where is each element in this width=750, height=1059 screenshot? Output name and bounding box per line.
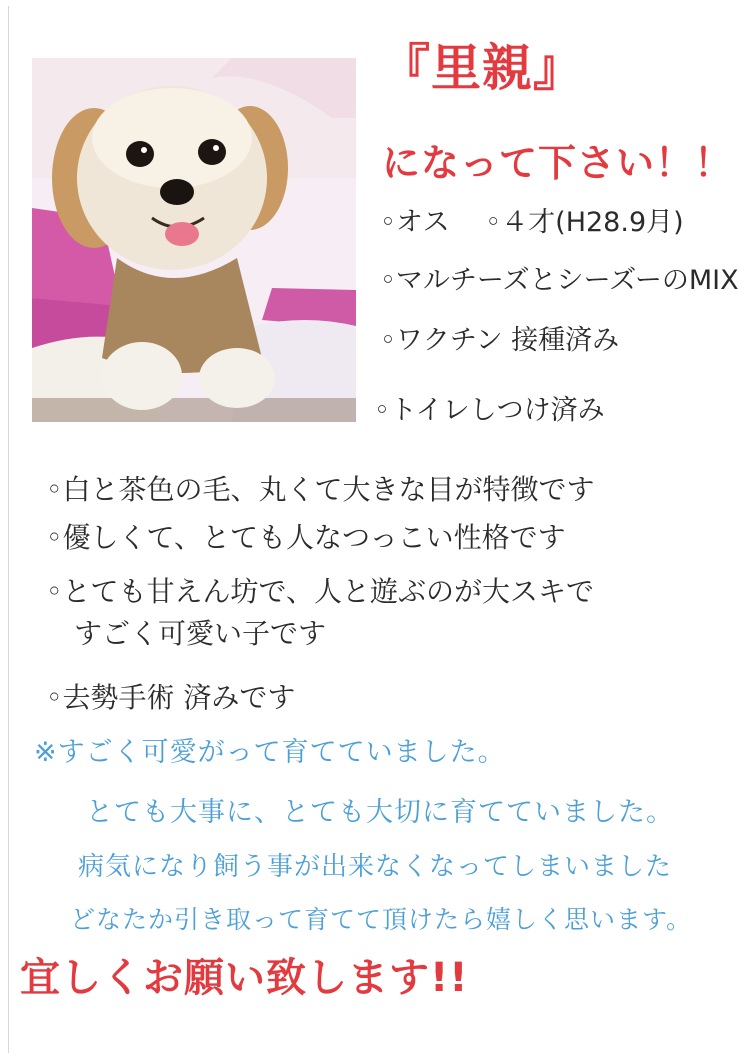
note-line-2: とても大事に、とても大切に育てていました。 [86,797,674,828]
feature-appearance: ◦白と茶色の毛、丸くて大きな目が特徴です [46,473,595,506]
feature-affectionate: ◦とても甘えん坊で、人と遊ぶのが大スキで [46,575,594,608]
note-line-4: どなたか引き取って育てて頂けたら嬉しく思います。 [70,905,693,934]
fact-breed: ◦マルチーズとシーズーのMIX [380,265,739,296]
dog-photo [32,58,356,422]
dog-illustration [32,58,356,422]
page-subtitle: になって下さい！！ [382,141,734,185]
page-title: 『里親』 [380,39,584,97]
feature-neutered: ◦去勢手術 済みです [46,681,296,714]
feature-personality: ◦優しくて、とても人なつっこい性格です [46,521,566,554]
closing-message: 宜しくお願い致します!! [20,955,469,1001]
note-line-1: ※すごく可愛がって育てていました。 [34,737,506,768]
fact-vaccine: ◦ワクチン 接種済み [380,325,620,356]
feature-cute: すごく可愛い子です [46,617,327,650]
fact-sex-age: ◦オス ◦４才(H28.9月) [380,207,684,238]
note-line-3: 病気になり飼う事が出来なくなってしまいました [78,852,673,882]
fact-toilet-training: ◦トイレしつけ済み [374,395,605,426]
